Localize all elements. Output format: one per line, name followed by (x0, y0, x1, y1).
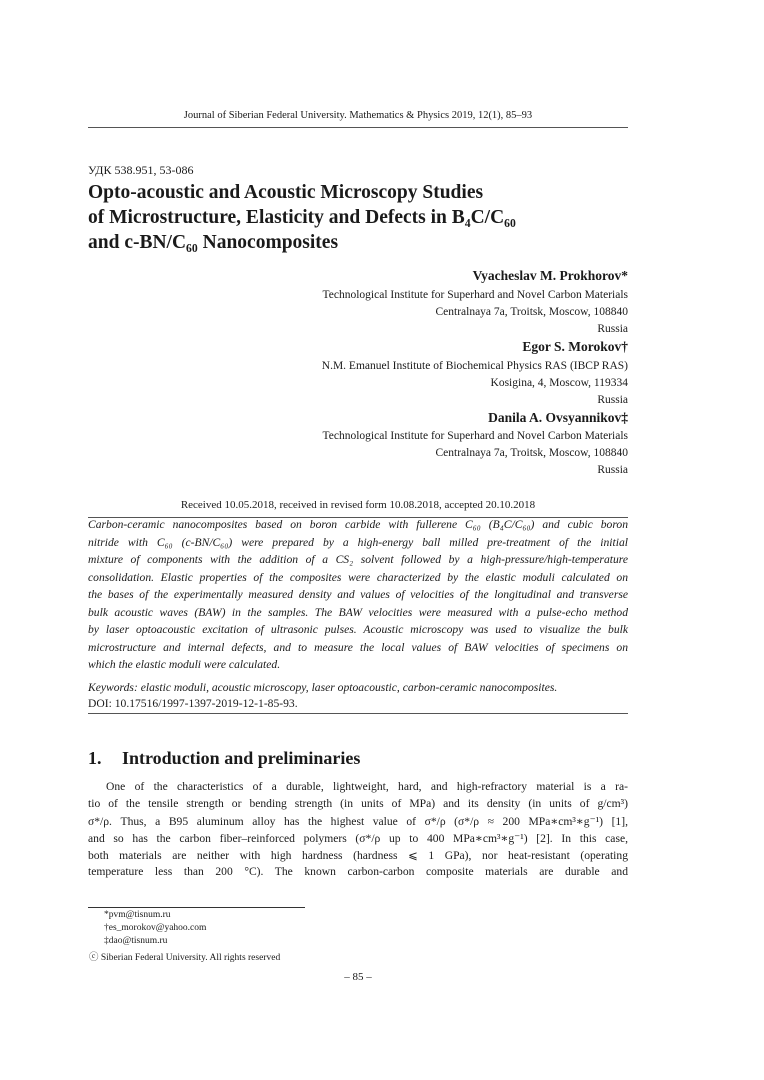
udk-code: УДК 538.951, 53-086 (88, 163, 194, 177)
abstract-line: Carbon-ceramic nanocomposites based on boron carbide with fullerene C₆₀ (B₄C/C₆₀) and cubic boron (88, 518, 628, 531)
body-line: tio of the tensile strength or bending strength (in units of MPa) and its density (in units of g/cm³) (88, 797, 628, 810)
keywords: Keywords: elastic moduli, acoustic microscopy, laser optoacoustic, carbon-ceramic nanocomposites. (88, 681, 558, 694)
title-line: Opto-acoustic and Acoustic Microscopy Studies (88, 182, 484, 203)
doi: DOI: 10.17516/1997-1397-2019-12-1-85-93. (88, 697, 298, 710)
author-name: Vyacheslav M. Prokhorov* (472, 268, 628, 283)
abstract-line: the bases of the experimentally measured density and values of velocities of the longitudinal and transverse (88, 588, 628, 601)
abstract-line: mixture of components with the addition of a CS₂ solvent followed by a high-pressure/high-temperature (88, 553, 628, 566)
received-dates: Received 10.05.2018, received in revised form 10.08.2018, accepted 20.10.2018 (180, 499, 536, 511)
abstract-bottom-rule (88, 713, 628, 714)
body-line: both materials are neither with high hardness (hardness ⩽ 1 GPa), nor heat-resistant (operating (88, 849, 628, 862)
author-affiliation: Centralnaya 7a, Troitsk, Moscow, 108840 (435, 306, 628, 318)
footnote-rule (88, 907, 305, 908)
section-heading (88, 748, 360, 769)
author-name: Danila A. Ovsyannikov‡ (488, 410, 628, 425)
author-country: Russia (597, 394, 628, 406)
abstract-line: nitride with C₆₀ (c-BN/C₆₀) were prepared by a high-energy ball milled pre-treatment of the initial (88, 535, 628, 549)
author-country: Russia (597, 323, 628, 335)
abstract-line: by laser optoacoustic excitation of ultrasonic pulses. Acoustic microscopy was used to visualize the bulk (88, 623, 628, 636)
abstract-line: consolidation. Elastic properties of the composites were characterized by the elastic moduli calculated on (88, 570, 628, 584)
header-rule (88, 127, 628, 128)
author-country: Russia (597, 464, 628, 476)
footnote: ‡dao@tisnum.ru (104, 936, 168, 946)
author-affiliation: Technological Institute for Superhard and Novel Carbon Materials (322, 430, 628, 442)
body-line: σ*/ρ. Thus, a B95 aluminum alloy has the highest value of σ*/ρ (σ*/ρ ≈ 200 MPa∗cm³∗g⁻¹) [1], (88, 815, 628, 828)
paper-title (88, 180, 516, 255)
running-header: Journal of Siberian Federal University. Mathematics & Physics 2019, 12(1), 85–93 (183, 110, 533, 121)
title-line: of Microstructure, Elasticity and Defects in B₄C/C₆₀ (88, 207, 516, 228)
footnote: *pvm@tisnum.ru (104, 910, 171, 920)
abstract-line: bulk acoustic waves (BAW) in the samples. The BAW velocities were measured with a pulse-echo method (88, 605, 628, 619)
body-line: temperature less than 200 °C). The known carbon-carbon composite materials are durable and (88, 865, 628, 878)
section-number: 1. (88, 748, 102, 768)
author-affiliation: Centralnaya 7a, Troitsk, Moscow, 108840 (435, 447, 628, 459)
body-line: One of the characteristics of a durable, lightweight, hard, and high-refractory material is a ra- (106, 780, 628, 793)
abstract-line: which the elastic moduli were calculated. (88, 658, 281, 671)
body-line: and so has the carbon fiber–reinforced polymers (σ*/ρ up to 400 MPa∗cm³∗g⁻¹) [2]. In this case, (88, 832, 628, 845)
page-number: – 85 – (344, 971, 372, 983)
author-affiliation: Kosigina, 4, Moscow, 119334 (490, 377, 628, 389)
author-affiliation: N.M. Emanuel Institute of Biochemical Physics RAS (IBCP RAS) (321, 360, 628, 372)
section-title: Introduction and preliminaries (122, 748, 361, 768)
footnote: †es_morokov@yahoo.com (104, 923, 207, 933)
author-name: Egor S. Morokov† (522, 339, 628, 354)
author-affiliation: Technological Institute for Superhard and Novel Carbon Materials (322, 289, 628, 301)
copyright: ⓒ Siberian Federal University. All rights reserved (89, 953, 281, 963)
abstract-line: microstructure and internal defects, and to measure the local values of BAW velocities of specimens on (88, 640, 628, 654)
title-line: and c-BN/C₆₀ Nanocomposites (88, 232, 339, 253)
